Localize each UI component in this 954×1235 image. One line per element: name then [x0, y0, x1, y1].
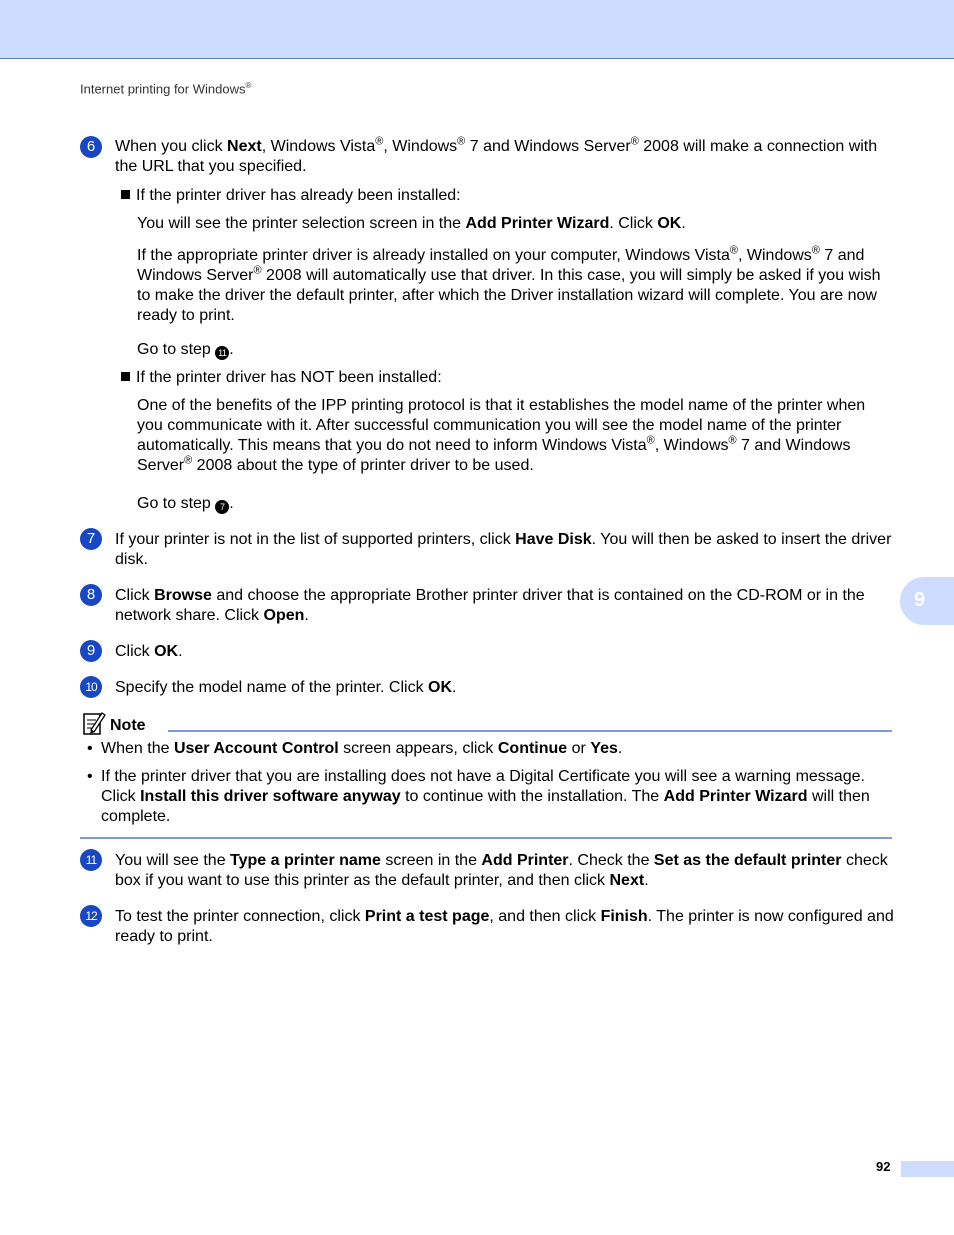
note-bullet-2: •: [87, 768, 93, 785]
installed-detail: [137, 246, 897, 326]
step-10-text: [115, 678, 895, 698]
text-run: , Windows: [738, 247, 812, 264]
text-run: .: [452, 679, 457, 696]
bold-term: Add Printer Wizard: [663, 788, 808, 805]
text-run: , Windows: [654, 437, 729, 454]
text-run: .: [304, 607, 309, 624]
step-11-text: [115, 851, 895, 891]
page-number: 92: [876, 1159, 891, 1174]
text-run: 7 and Windows Server: [137, 437, 851, 474]
bold-term: OK: [154, 643, 179, 660]
text-run: You will see the printer selection screen in the: [137, 215, 466, 232]
text-run: ®: [630, 135, 639, 148]
text-run: If the appropriate printer driver is already installed on your computer, Windows Vista: [137, 247, 730, 264]
step-marker-11: 11: [80, 849, 102, 871]
text-run: When you click: [115, 138, 228, 155]
text-run: ®: [253, 264, 262, 277]
bold-term: Install this driver software anyway: [140, 788, 401, 805]
step-12-text: [115, 907, 895, 947]
text-run: .: [681, 215, 686, 232]
goto-step-7: [137, 494, 897, 514]
text-run: If the printer driver has already been installed:: [136, 187, 461, 204]
text-run: If the printer driver has NOT been installed:: [136, 369, 442, 386]
text-run: . The printer is now configured and ready to print.: [115, 908, 894, 945]
text-run: and choose the appropriate Brother printer driver that is contained on the CD-ROM or in the network share. Click: [115, 587, 865, 624]
bold-term: Print a test page: [364, 908, 490, 925]
text-run: Specify the model name of the printer. Click: [115, 679, 429, 696]
step-marker-7: 7: [80, 528, 102, 550]
bold-term: OK: [428, 679, 453, 696]
step-marker-6: 6: [80, 136, 102, 158]
text-run: , Windows Vista: [261, 138, 376, 155]
bold-term: OK: [657, 215, 682, 232]
text-run: . Click: [609, 215, 658, 232]
text-run: If the printer driver that you are installing does not have a Digital Certificate you will see a warning message. Click: [101, 768, 865, 805]
text-run: ®: [646, 434, 655, 447]
running-header: Internet printing for Windows®: [80, 81, 252, 97]
bold-term: Add Printer Wizard: [465, 215, 610, 232]
text-run: or: [567, 740, 591, 757]
text-run: To test the printer connection, click: [115, 908, 365, 925]
square-bullet-icon: [121, 190, 130, 199]
text-run: ®: [375, 135, 384, 148]
text-run: One of the benefits of the IPP printing protocol is that it establishes the model name of the printer when you communicate with it. After successful communication you will see the model name of the printer automatically. This means that you do not need to inform Windows Vista: [137, 397, 866, 454]
text-run: Click: [115, 643, 155, 660]
text-run: ®: [811, 244, 820, 257]
bold-term: User Account Control: [173, 740, 339, 757]
step-reference-icon: 11: [215, 346, 229, 360]
text-run: 2008 will make a connection with the URL that you specified.: [115, 138, 878, 175]
bold-term: Type a printer name: [230, 852, 381, 869]
text-run: Go to step: [137, 341, 216, 358]
text-run: ®: [728, 434, 737, 447]
text-run: . You will then be asked to insert the driver disk.: [115, 531, 892, 568]
chapter-tab: 9: [900, 577, 954, 625]
text-run: You will see the: [115, 852, 231, 869]
text-run: , and then click: [489, 908, 601, 925]
note-item-1: [101, 739, 891, 759]
text-run: If your printer is not in the list of supported printers, click: [115, 531, 516, 548]
text-run: 2008 will automatically use that driver. In this case, you will simply be asked if you wish to make the driver the default printer, after which the Driver installation wizard will complete. You are now ready to print.: [137, 267, 881, 324]
text-run: 7 and Windows Server: [465, 138, 631, 155]
bold-term: Finish: [600, 908, 648, 925]
top-header-bar: [0, 0, 954, 59]
text-run: When the: [101, 740, 174, 757]
installed-instruction: [137, 214, 897, 234]
step-9-text: [115, 642, 895, 662]
note-bullet-1: •: [87, 740, 93, 757]
text-run: check box if you want to use this printer as the default printer, and then click: [115, 852, 888, 889]
step-marker-9: 9: [80, 640, 102, 662]
text-run: .: [229, 341, 234, 358]
not-installed-detail: [137, 396, 892, 476]
step-reference-icon: 7: [215, 500, 229, 514]
text-run: . Check the: [568, 852, 654, 869]
text-run: .: [644, 872, 649, 889]
bold-term: Next: [609, 872, 645, 889]
footer-bar: [901, 1161, 954, 1177]
note-label: Note: [110, 717, 146, 734]
note-item-2: [101, 767, 891, 827]
note-top-rule: [168, 730, 892, 732]
text-run: .: [229, 495, 234, 512]
bold-term: Open: [263, 607, 305, 624]
note-pencil-icon: [82, 710, 106, 736]
text-run: screen in the: [380, 852, 482, 869]
text-run: to continue with the installation. The: [400, 788, 664, 805]
bold-term: Have Disk: [515, 531, 592, 548]
text-run: 7 and Windows Server: [137, 247, 865, 284]
text-run: Click: [115, 587, 155, 604]
square-bullet-icon: [121, 372, 130, 381]
condition-installed: [121, 186, 891, 206]
step-marker-8: 8: [80, 584, 102, 606]
text-run: .: [617, 740, 623, 757]
bold-term: Set as the default printer: [653, 852, 842, 869]
text-run: .: [178, 643, 183, 660]
goto-step-11: [137, 340, 897, 360]
text-run: will then complete.: [101, 788, 870, 825]
note-bottom-rule: [80, 837, 892, 839]
step-8-text: [115, 586, 895, 626]
condition-not-installed: [121, 368, 891, 388]
text-run: , Windows: [383, 138, 458, 155]
text-run: ®: [457, 135, 466, 148]
text-run: 2008 about the type of printer driver to be used.: [192, 457, 534, 474]
bold-term: Next: [227, 138, 262, 155]
bold-term: Continue: [497, 740, 568, 757]
step-marker-12: 12: [80, 905, 102, 927]
text-run: ®: [729, 244, 738, 257]
bold-term: Browse: [154, 587, 212, 604]
bold-term: Add Printer: [481, 852, 569, 869]
text-run: ®: [184, 454, 193, 467]
text-run: Go to step: [137, 495, 216, 512]
text-run: screen appears, click: [338, 740, 498, 757]
step-marker-10: 10: [80, 676, 102, 698]
bold-term: Yes: [590, 740, 618, 757]
step-7-text: [115, 530, 895, 570]
step-6-text: [115, 137, 895, 177]
